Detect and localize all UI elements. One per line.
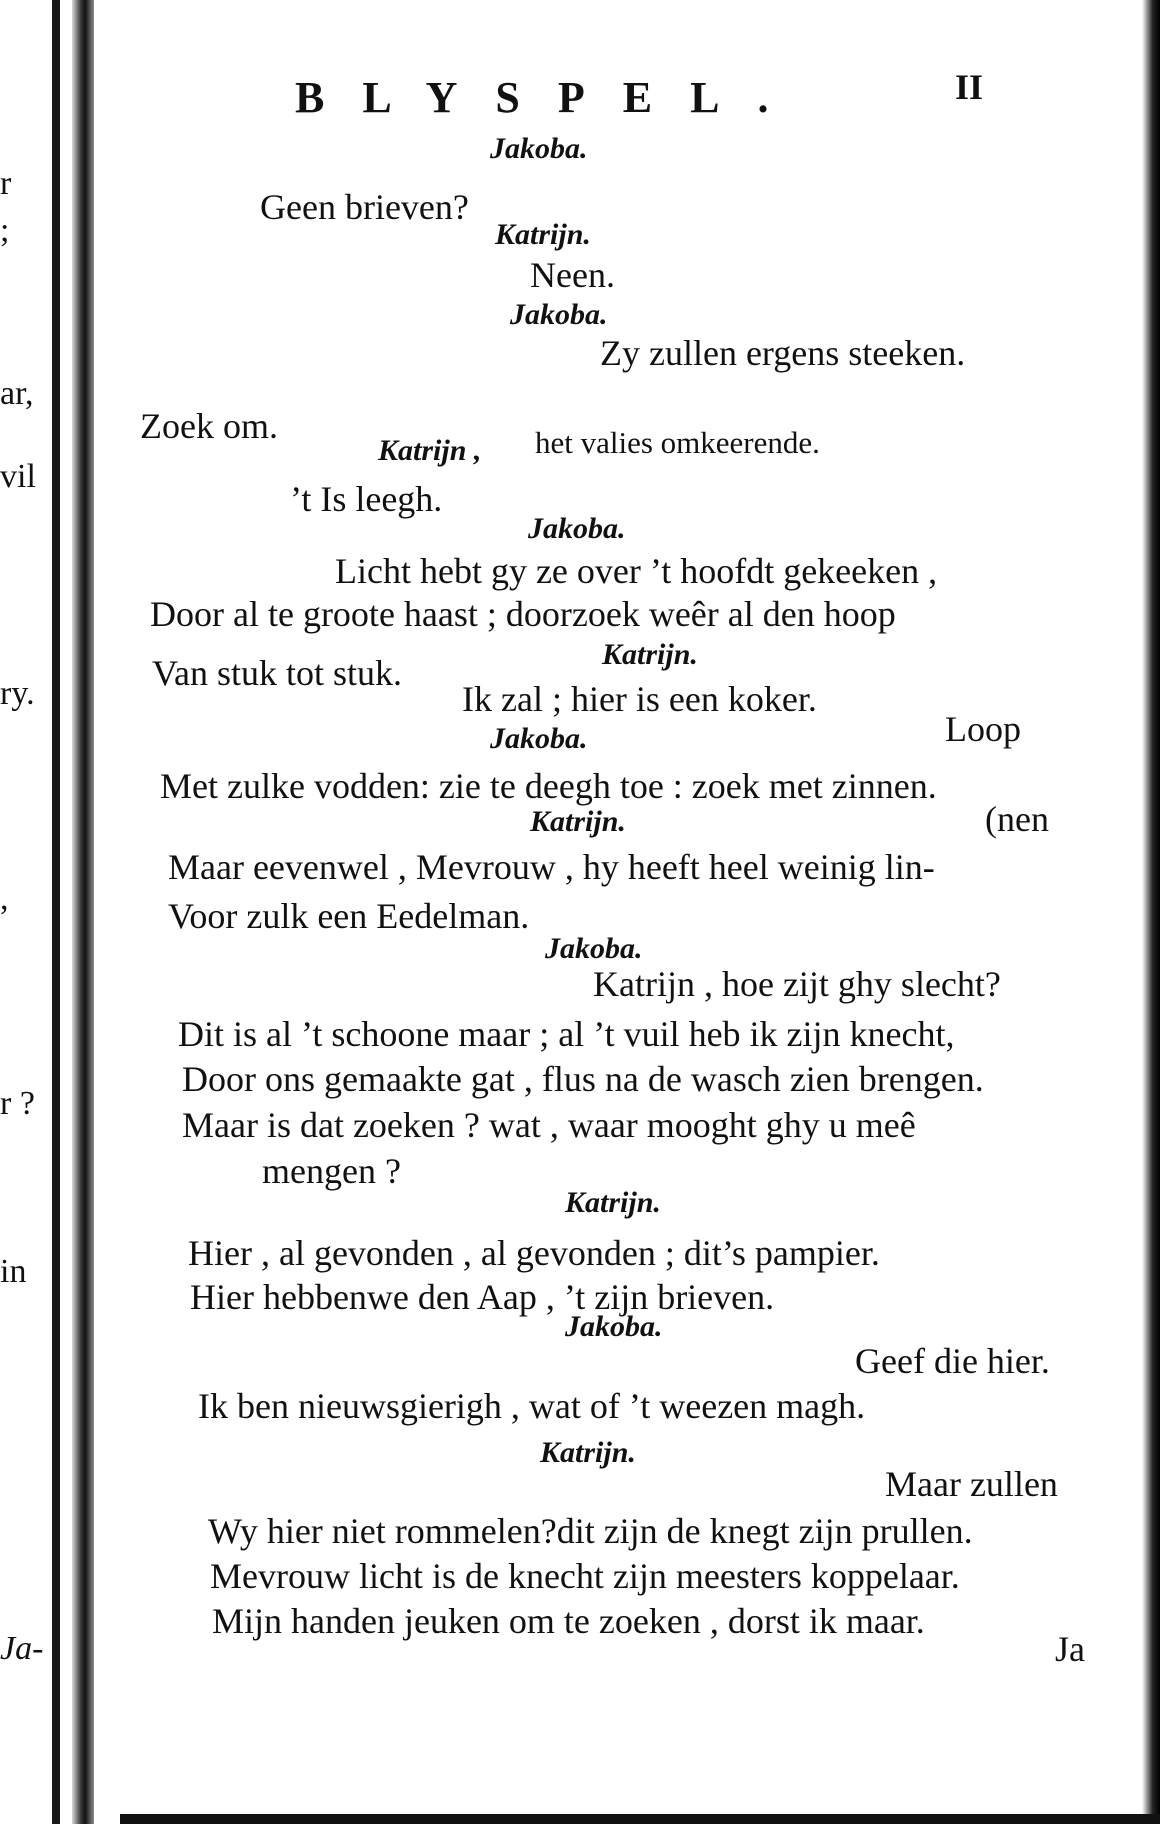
verse-line: Met zulke vodden: zie te deegh toe : zoek met zinnen. <box>160 766 937 806</box>
verse-line: Zoek om. <box>140 406 278 446</box>
verse-line: Wy hier niet rommelen?dit zijn de knegt zijn prullen. <box>208 1511 973 1551</box>
verse-line: Door al te groote haast ; doorzoek weêr al den hoop <box>150 594 896 634</box>
verse-line: Mevrouw licht is de knecht zijn meesters koppelaar. <box>210 1556 960 1596</box>
page-edge <box>1142 0 1160 1824</box>
verse-line: Voor zulk een Eedelman. <box>168 896 530 936</box>
verse-line: Van stuk tot stuk. <box>152 653 403 693</box>
speaker-name: Jakoba. <box>490 132 588 165</box>
verse-line: mengen ? <box>262 1151 401 1191</box>
speaker-name: Jakoba. <box>490 722 588 755</box>
previous-page-fragment: ; <box>0 212 10 249</box>
verse-line: Licht hebt gy ze over ’t hoofdt gekeeken , <box>335 551 938 591</box>
speaker-name: Katrijn. <box>530 805 626 838</box>
verse-line: Door ons gemaakte gat , flus na de wasch zien brengen. <box>182 1059 984 1099</box>
speaker-name: Katrijn. <box>565 1186 661 1219</box>
verse-line: Hier , al gevonden , al gevonden ; dit’s pampier. <box>188 1233 880 1273</box>
speaker-name: Katrijn. <box>540 1436 636 1469</box>
catchword: Ja <box>1055 1629 1085 1669</box>
page-number: II <box>955 67 984 107</box>
verse-line: Maar is dat zoeken ? wat , waar mooght ghy u meê <box>182 1105 916 1145</box>
verse-line: Neen. <box>530 255 615 295</box>
speaker-name: Katrijn , <box>378 434 482 467</box>
verse-line: Maar zullen <box>885 1464 1058 1504</box>
page-bottom-edge <box>120 1814 1160 1824</box>
verse-line: Mijn handen jeuken om te zoeken , dorst ik maar. <box>212 1601 925 1641</box>
book-spine <box>72 0 94 1824</box>
previous-page-fragment: vil <box>0 458 36 495</box>
verse-line: Ik zal ; hier is een koker. <box>462 679 817 719</box>
verse-line: Loop <box>945 709 1021 749</box>
verse-line: Dit is al ’t schoone maar ; al ’t vuil heb ik zijn knecht, <box>178 1014 955 1054</box>
speaker-name: Katrijn. <box>602 638 698 671</box>
verse-line: ’t Is leegh. <box>290 479 443 519</box>
verse-line: Maar eevenwel , Mevrouw , hy heeft heel weinig lin- <box>168 847 935 887</box>
verse-line: Katrijn , hoe zijt ghy slecht? <box>593 964 1001 1004</box>
verse-line: Geef die hier. <box>855 1341 1050 1381</box>
running-head-title: BLYSPEL. <box>295 73 807 122</box>
stage-direction: het valies omkeerende. <box>535 425 820 460</box>
previous-page-fragment: in <box>0 1253 27 1290</box>
speaker-name: Katrijn. <box>495 218 591 251</box>
previous-page-fragment: ry. <box>0 675 35 712</box>
verse-line: Zy zullen ergens steeken. <box>600 333 966 373</box>
speaker-name: Jakoba. <box>545 932 643 965</box>
previous-page-fragment: , <box>0 880 9 917</box>
previous-page-fragment: Ja- <box>0 1630 44 1667</box>
verse-line: Geen brieven? <box>260 187 469 227</box>
speaker-name: Jakoba. <box>510 298 608 331</box>
page-gutter-shadow <box>52 0 60 1824</box>
previous-page-fragment: r <box>0 165 12 202</box>
verse-line: Hier hebbenwe den Aap , ’t zijn brieven. <box>190 1277 775 1317</box>
previous-page-fragment: r ? <box>0 1085 35 1122</box>
speaker-name: Jakoba. <box>528 512 626 545</box>
verse-line: Ik ben nieuwsgierigh , wat of ’t weezen magh. <box>198 1386 866 1426</box>
verse-line: (nen <box>985 799 1049 839</box>
previous-page-fragment: ar, <box>0 375 34 412</box>
speaker-name: Jakoba. <box>565 1310 663 1343</box>
